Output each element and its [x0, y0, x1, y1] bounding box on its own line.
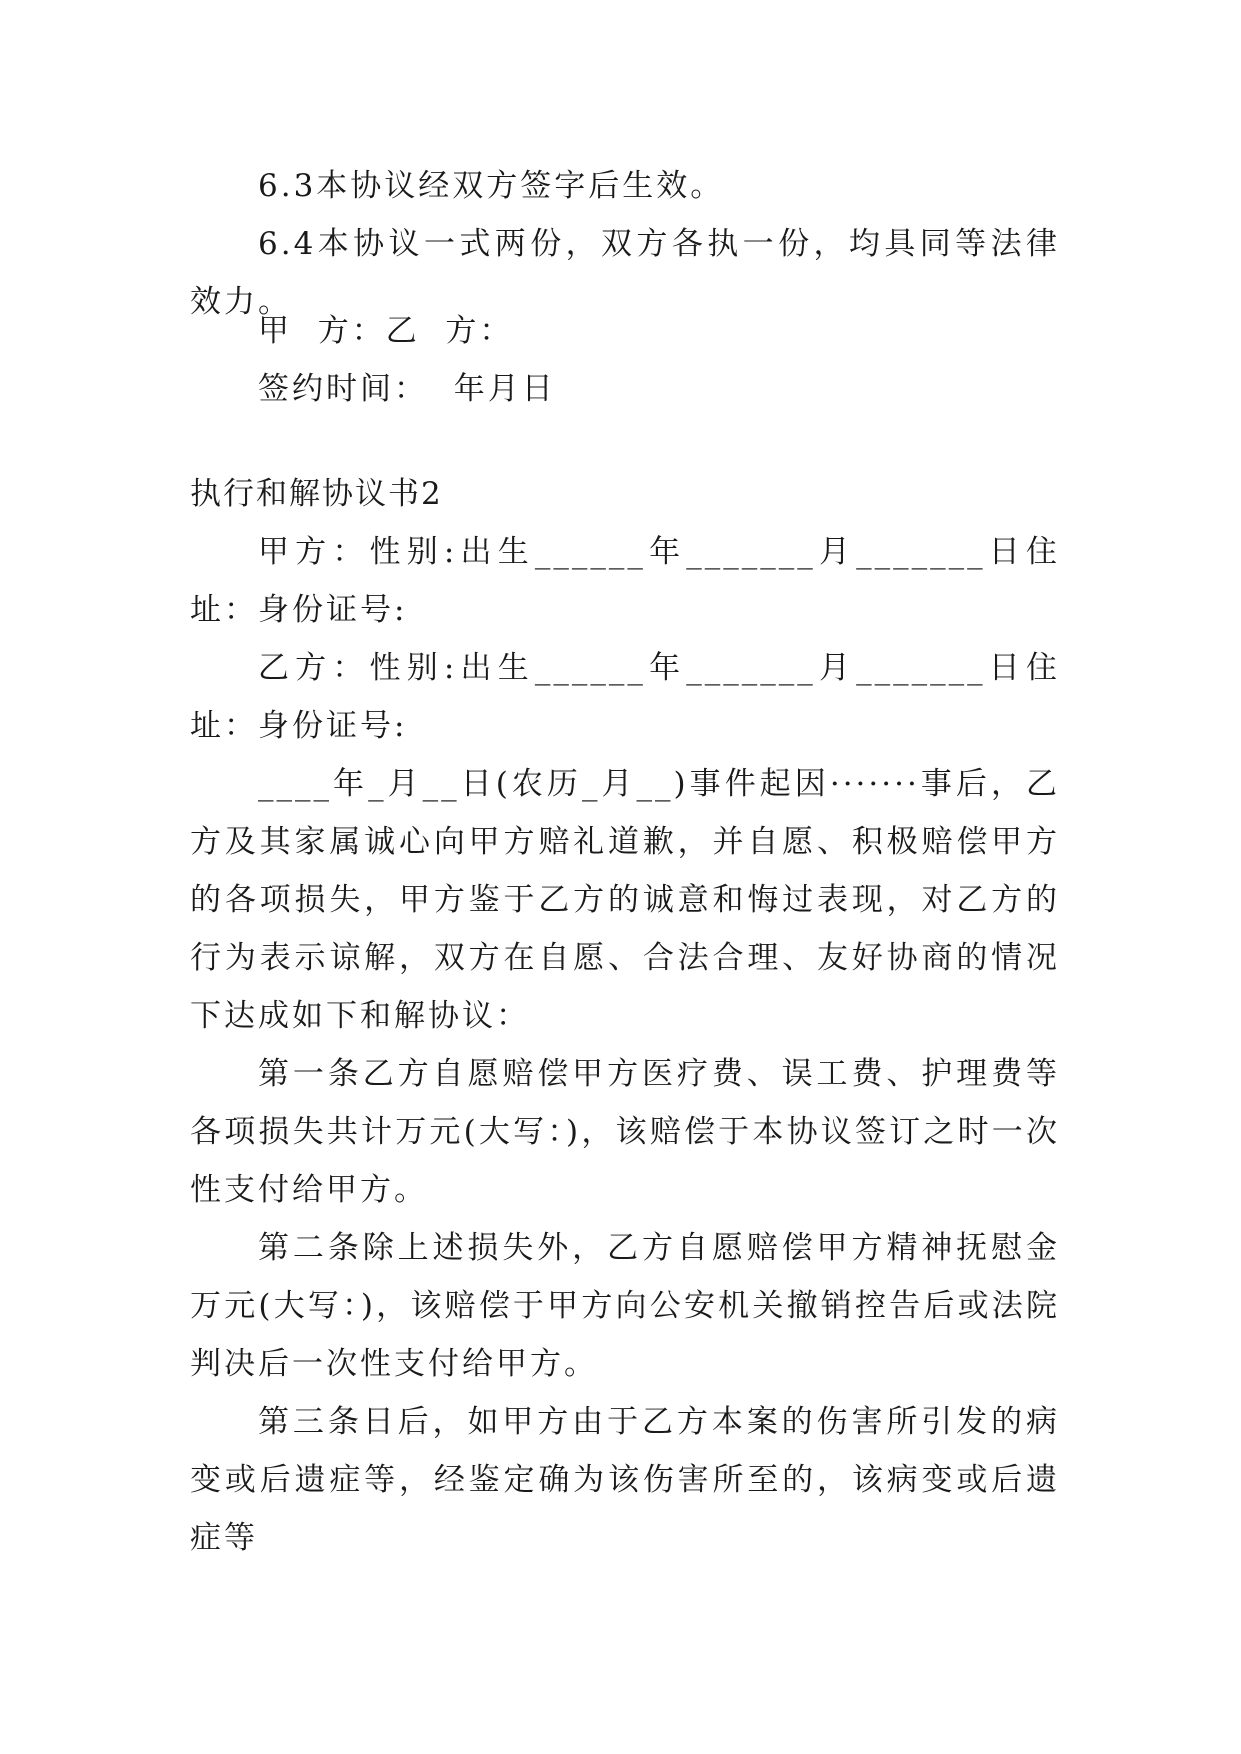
article-1: 第一条乙方自愿赔偿甲方医疗费、误工费、护理费等各项损失共计万元(大写：)，该赔偿于本协议签订之时一次性支付给甲方。 [190, 1056, 1060, 1208]
party-a-info: 甲方：性别:出生______年_______月_______日住址：身份证号: [190, 534, 1060, 628]
signature-parties: 甲 方：乙 方： [258, 313, 514, 349]
party-b-info: 乙方：性别:出生______年_______月_______日住址：身份证号: [190, 650, 1060, 744]
signing-date: 签约时间： 年月日 [258, 371, 556, 407]
clause-6-3: 6.3本协议经双方签字后生效。 [258, 168, 725, 204]
incident-paragraph: ____年_月__日(农历_月__)事件起因·······事后，乙方及其家属诚心向甲方赔礼道歉，并自愿、积极赔偿甲方的各项损失，甲方鉴于乙方的诚意和悔过表现，对乙方的行为表示谅解，双方在自愿、合法合理、友好协商的情况下达成如下和解协议： [190, 766, 1060, 1034]
clause-6-4: 6.4本协议一式两份，双方各执一份，均具同等法律效力。 [190, 226, 1060, 320]
article-2: 第二条除上述损失外，乙方自愿赔偿甲方精神抚慰金万元(大写：)，该赔偿于甲方向公安机关撤销控告后或法院判决后一次性支付给甲方。 [190, 1230, 1060, 1382]
article-3: 第三条日后，如甲方由于乙方本案的伤害所引发的病变或后遗症等，经鉴定确为该伤害所至的，该病变或后遗症等 [190, 1404, 1060, 1556]
section-title: 执行和解协议书2 [190, 476, 443, 512]
